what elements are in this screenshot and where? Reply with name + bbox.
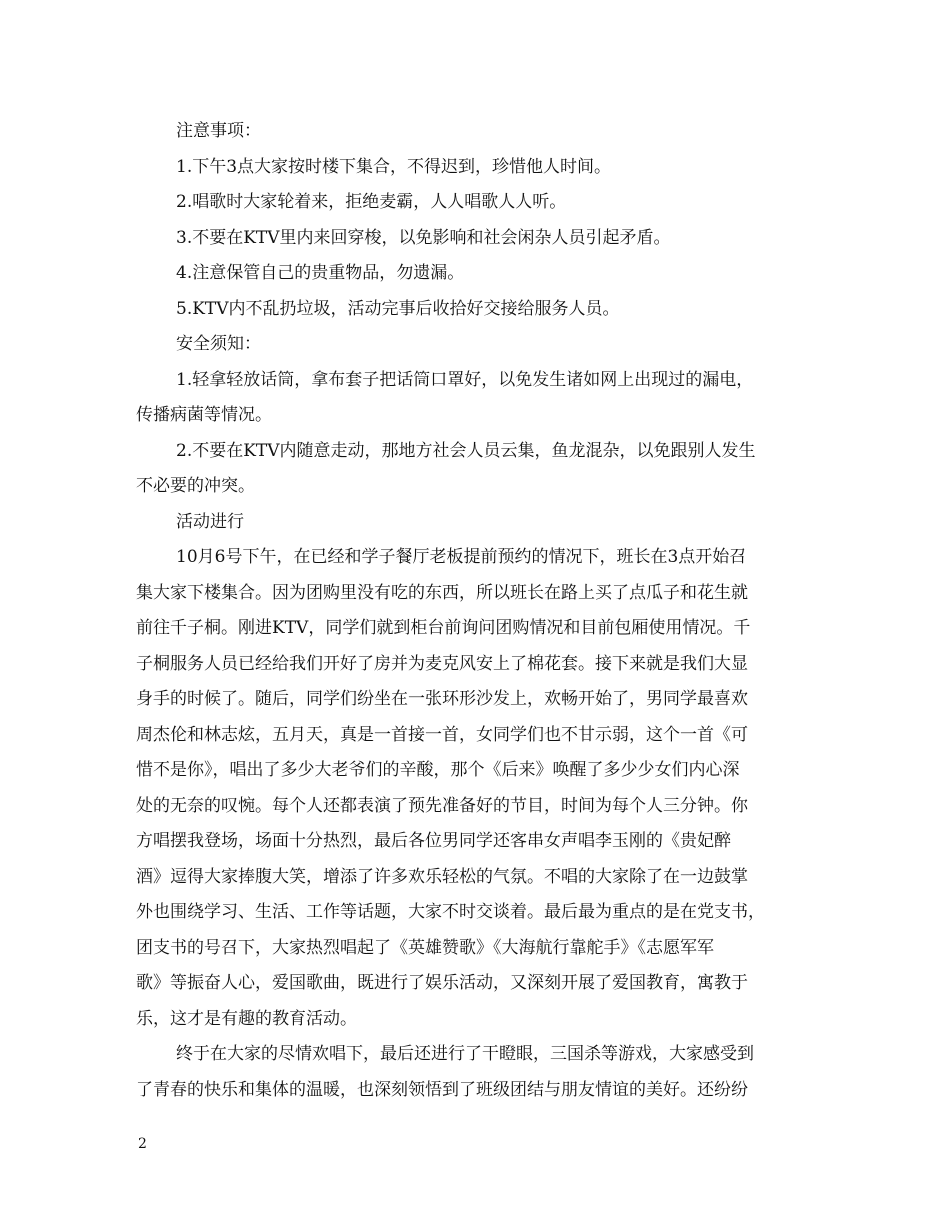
- notes-item-4: [136, 256, 824, 292]
- heading-notes: [136, 114, 824, 150]
- text-line: 传播病菌等情况。: [136, 405, 272, 425]
- text-line: 2.不要在KTV内随意走动，那地方社会人员云集，鱼龙混杂，以免跟别人发生: [176, 440, 756, 461]
- text-line: 注意事项：: [176, 121, 261, 141]
- text-line: 歌》等振奋人心，爱国歌曲，既进行了娱乐活动，又深刻开展了爱国教育，寓教于: [136, 973, 748, 993]
- text-line: 安全须知：: [176, 334, 261, 354]
- safety-item-1: [136, 363, 824, 434]
- activity-paragraph-2: [136, 1037, 824, 1108]
- text-line: 集大家下楼集合。因为团购里没有吃的东西，所以班长在路上买了点瓜子和花生就: [136, 582, 748, 603]
- text-line: 3.不要在KTV里内来回穿梭，以免影响和社会闲杂人员引起矛盾。: [176, 227, 671, 248]
- safety-item-2: [136, 434, 824, 505]
- text-line: 1.下午3点大家按时楼下集合，不得迟到，珍惜他人时间。: [176, 156, 612, 177]
- text-line: 周杰伦和林志炫，五月天，真是一首接一首，女同学们也不甘示弱，这个一首《可: [136, 724, 748, 745]
- text-line: 处的无奈的叹惋。每个人还都表演了预先准备好的节目，时间为每个人三分钟。你: [136, 795, 748, 816]
- text-line: 5.KTV内不乱扔垃圾，活动完事后收拾好交接给服务人员。: [176, 298, 620, 319]
- text-line: 团支书的号召下，大家热烈唱起了《英雄赞歌》《大海航行靠舵手》《志愿军军: [136, 937, 714, 958]
- text-line: 前往千子桐。刚进KTV，同学们就到柜台前询问团购情况和目前包厢使用情况。千: [136, 618, 751, 638]
- text-line: 方唱摆我登场，场面十分热烈，最后各位男同学还客串女声唱李玉刚的《贵妃醉: [136, 831, 731, 851]
- notes-item-1: [136, 150, 824, 186]
- notes-item-5: [136, 292, 824, 328]
- text-line: 子桐服务人员已经给我们开好了房并为麦克风安上了棉花套。接下来就是我们大显: [136, 653, 748, 674]
- notes-item-2: [136, 185, 824, 221]
- heading-safety: [136, 327, 824, 363]
- notes-item-3: [136, 221, 824, 257]
- text-line: 不必要的冲突。: [136, 476, 255, 496]
- text-line: 乐，这才是有趣的教育活动。: [136, 1008, 357, 1029]
- text-line: 4.注意保管自己的贵重物品，勿遗漏。: [176, 263, 465, 283]
- text-line: 外也围绕学习、生活、工作等话题，大家不时交谈着。最后最为重点的是在党支书，: [136, 902, 765, 922]
- text-line: 2.唱歌时大家轮着来，拒绝麦霸，人人唱歌人人听。: [176, 192, 567, 212]
- document-body: [136, 114, 824, 1108]
- text-line: 惜不是你》，唱出了多少大老爷们的辛酸，那个《后来》唤醒了多少少女们内心深: [136, 760, 740, 780]
- text-line: 身手的时候了。随后，同学们纷坐在一张环形沙发上，欢畅开始了，男同学最喜欢: [136, 689, 748, 709]
- text-line: 1.轻拿轻放话筒，拿布套子把话筒口罩好，以免发生诸如网上出现过的漏电，: [176, 369, 754, 390]
- page-number: 2: [138, 1136, 147, 1152]
- activity-paragraph-1: [136, 540, 824, 1037]
- text-line: 终于在大家的尽情欢唱下，最后还进行了干瞪眼，三国杀等游戏，大家感受到: [176, 1044, 754, 1064]
- text-line: 了青春的快乐和集体的温暖，也深刻领悟到了班级团结与朋友情谊的美好。还纷纷: [136, 1079, 748, 1100]
- text-line: 活动进行: [176, 511, 244, 532]
- text-line: 10月6号下午，在已经和学子餐厅老板提前预约的情况下，班长在3点开始召: [176, 547, 747, 567]
- text-line: 酒》逗得大家捧腹大笑，增添了许多欢乐轻松的气氛。不唱的大家除了在一边鼓掌: [136, 866, 748, 887]
- heading-activity: [136, 505, 824, 541]
